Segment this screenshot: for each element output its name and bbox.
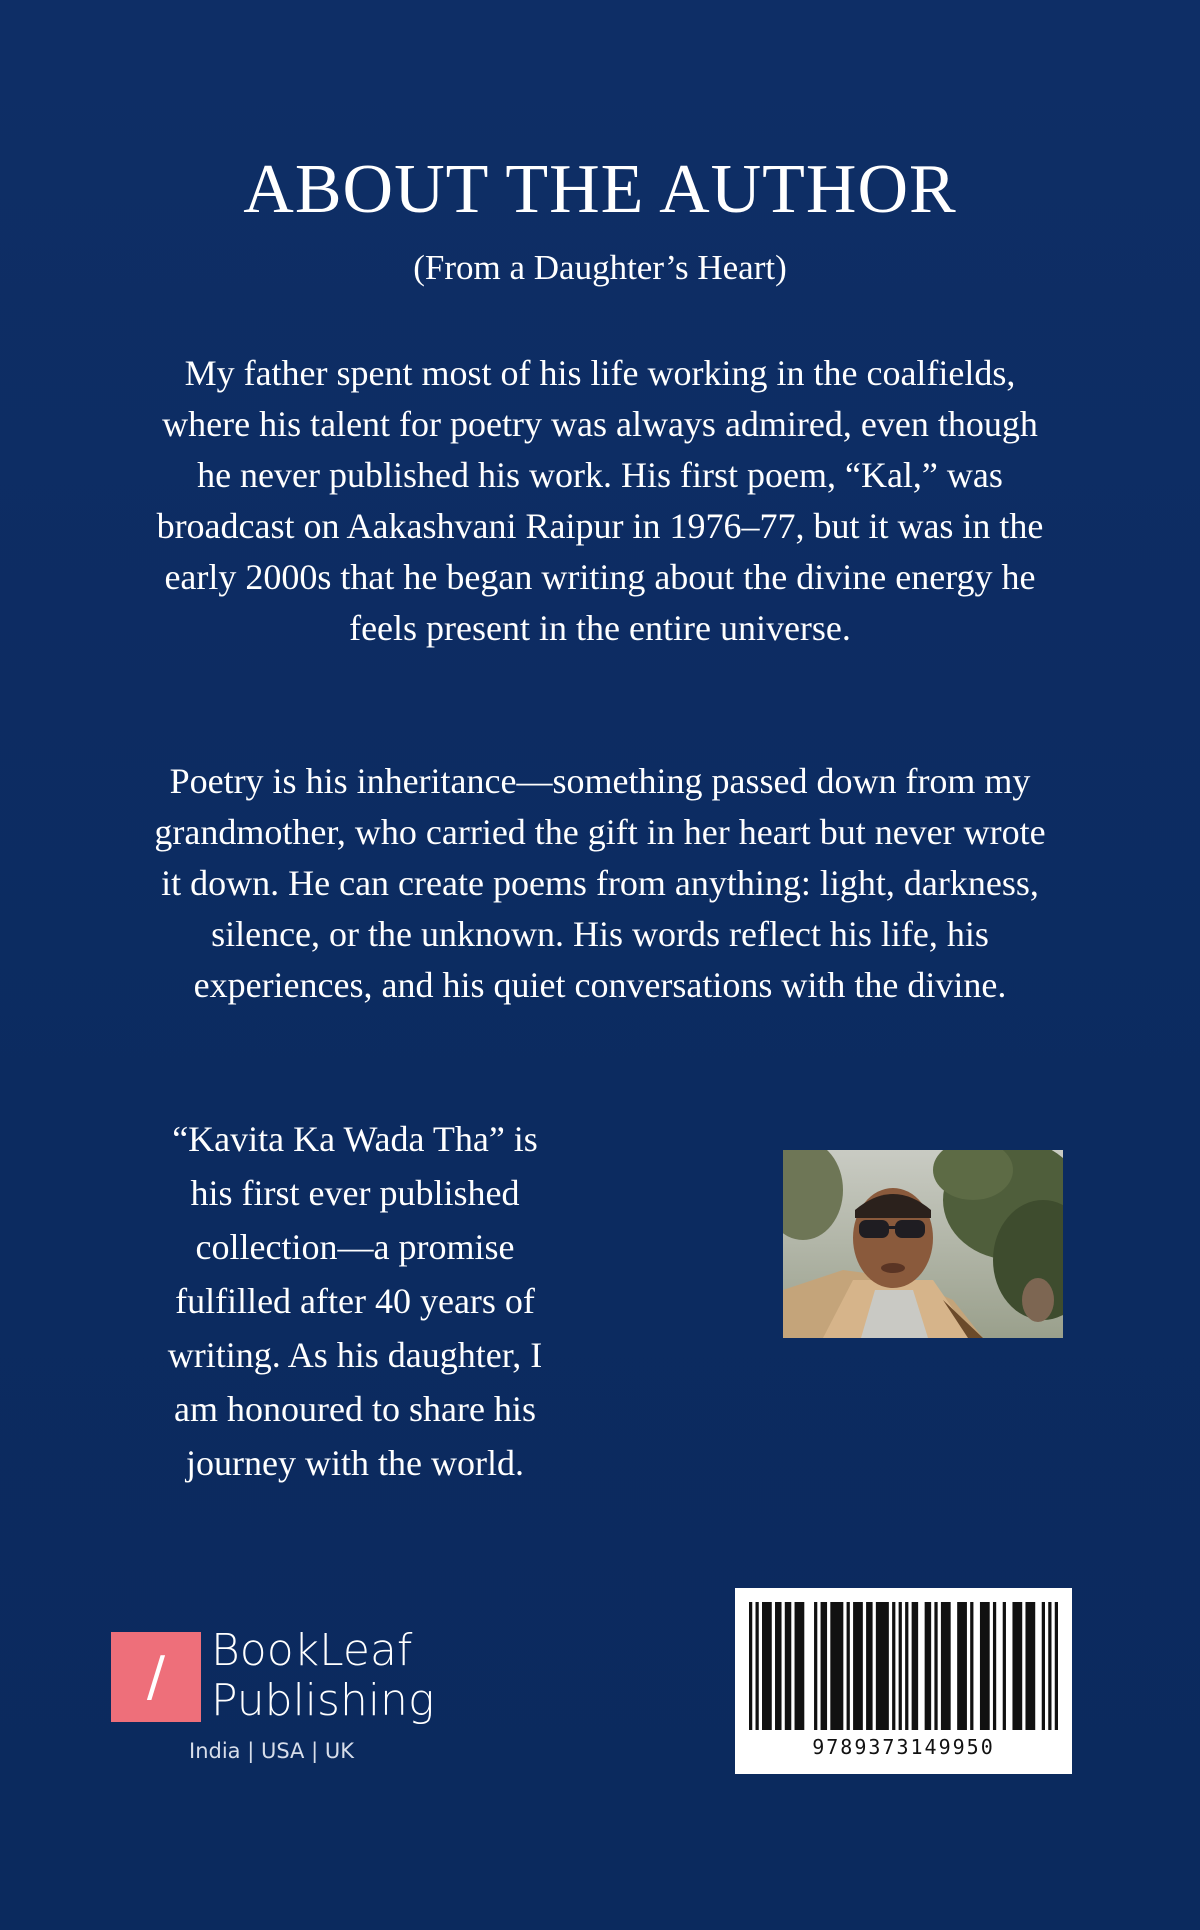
publisher-logo: [111, 1625, 441, 1768]
barcode-bar: [756, 1602, 759, 1730]
barcode-bar: [1055, 1602, 1058, 1730]
slash-icon: /: [146, 1645, 166, 1708]
page-subtitle: (From a Daughter’s Heart): [413, 248, 787, 287]
barcode-bar: [1003, 1602, 1006, 1730]
barcode-bars: [749, 1602, 1058, 1730]
publisher-regions: India | USA | UK: [189, 1739, 354, 1763]
barcode-bar: [912, 1602, 919, 1730]
bio-paragraph-2: Poetry is his inheritance—something passed down from my grandmother, who carried the gift in her heart but never wrote it down. He can create poems from anything: light, darkness, silence, or the unknown. His words reflect his life, his experiences, and his quiet conversations with the divine.: [154, 761, 1046, 1005]
barcode-bar: [785, 1602, 792, 1730]
barcode-bar: [957, 1602, 967, 1730]
barcode-bar: [762, 1602, 772, 1730]
barcode-bar: [795, 1602, 805, 1730]
barcode-bar: [970, 1602, 973, 1730]
barcode-bar: [847, 1602, 850, 1730]
barcode-bar: [925, 1602, 932, 1730]
logo-mark: [111, 1632, 201, 1722]
isbn-number: 9789373149950: [812, 1735, 995, 1759]
barcode-bar: [749, 1602, 752, 1730]
bio-paragraph-3: “Kavita Ka Wada Tha” is his first ever published collection—a promise fulfilled after 40 years of writing. As his daughter, I am honoured to share his journey with the world.: [167, 1119, 543, 1483]
barcode-bar: [821, 1602, 828, 1730]
bio-paragraph-1: My father spent most of his life working in the coalfields, where his talent for poetry was always admired, even though he never published his work. His first poem, “Kal,” was broadcast on Aakashvani Raipur in 1976–77, but it was in the early 2000s that he began writing about the divine energy he feels present in the entire universe.: [156, 353, 1044, 648]
barcode-bar: [1025, 1602, 1035, 1730]
barcode-bar: [993, 1602, 996, 1730]
barcode-bar: [1012, 1602, 1022, 1730]
page-title: ABOUT THE AUTHOR: [243, 151, 957, 228]
barcode-bar: [980, 1602, 990, 1730]
publisher-name-line2: Publishing: [211, 1675, 435, 1726]
isbn-barcode: [735, 1588, 1072, 1774]
publisher-name: [211, 1626, 434, 1726]
publisher-name-line1: BookLeaf: [211, 1625, 413, 1676]
barcode-bar: [866, 1602, 873, 1730]
barcode-bar: [876, 1602, 889, 1730]
barcode-bar: [934, 1602, 937, 1730]
barcode-bar: [1048, 1602, 1051, 1730]
barcode-bar: [1042, 1602, 1045, 1730]
barcode-bar: [775, 1602, 782, 1730]
barcode-bar: [899, 1602, 902, 1730]
barcode-bar: [892, 1602, 895, 1730]
barcode-bar: [814, 1602, 817, 1730]
barcode-bar: [905, 1602, 908, 1730]
barcode-bar: [853, 1602, 863, 1730]
barcode-bar: [941, 1602, 951, 1730]
author-photo: [783, 1150, 1063, 1338]
barcode-bar: [830, 1602, 843, 1730]
